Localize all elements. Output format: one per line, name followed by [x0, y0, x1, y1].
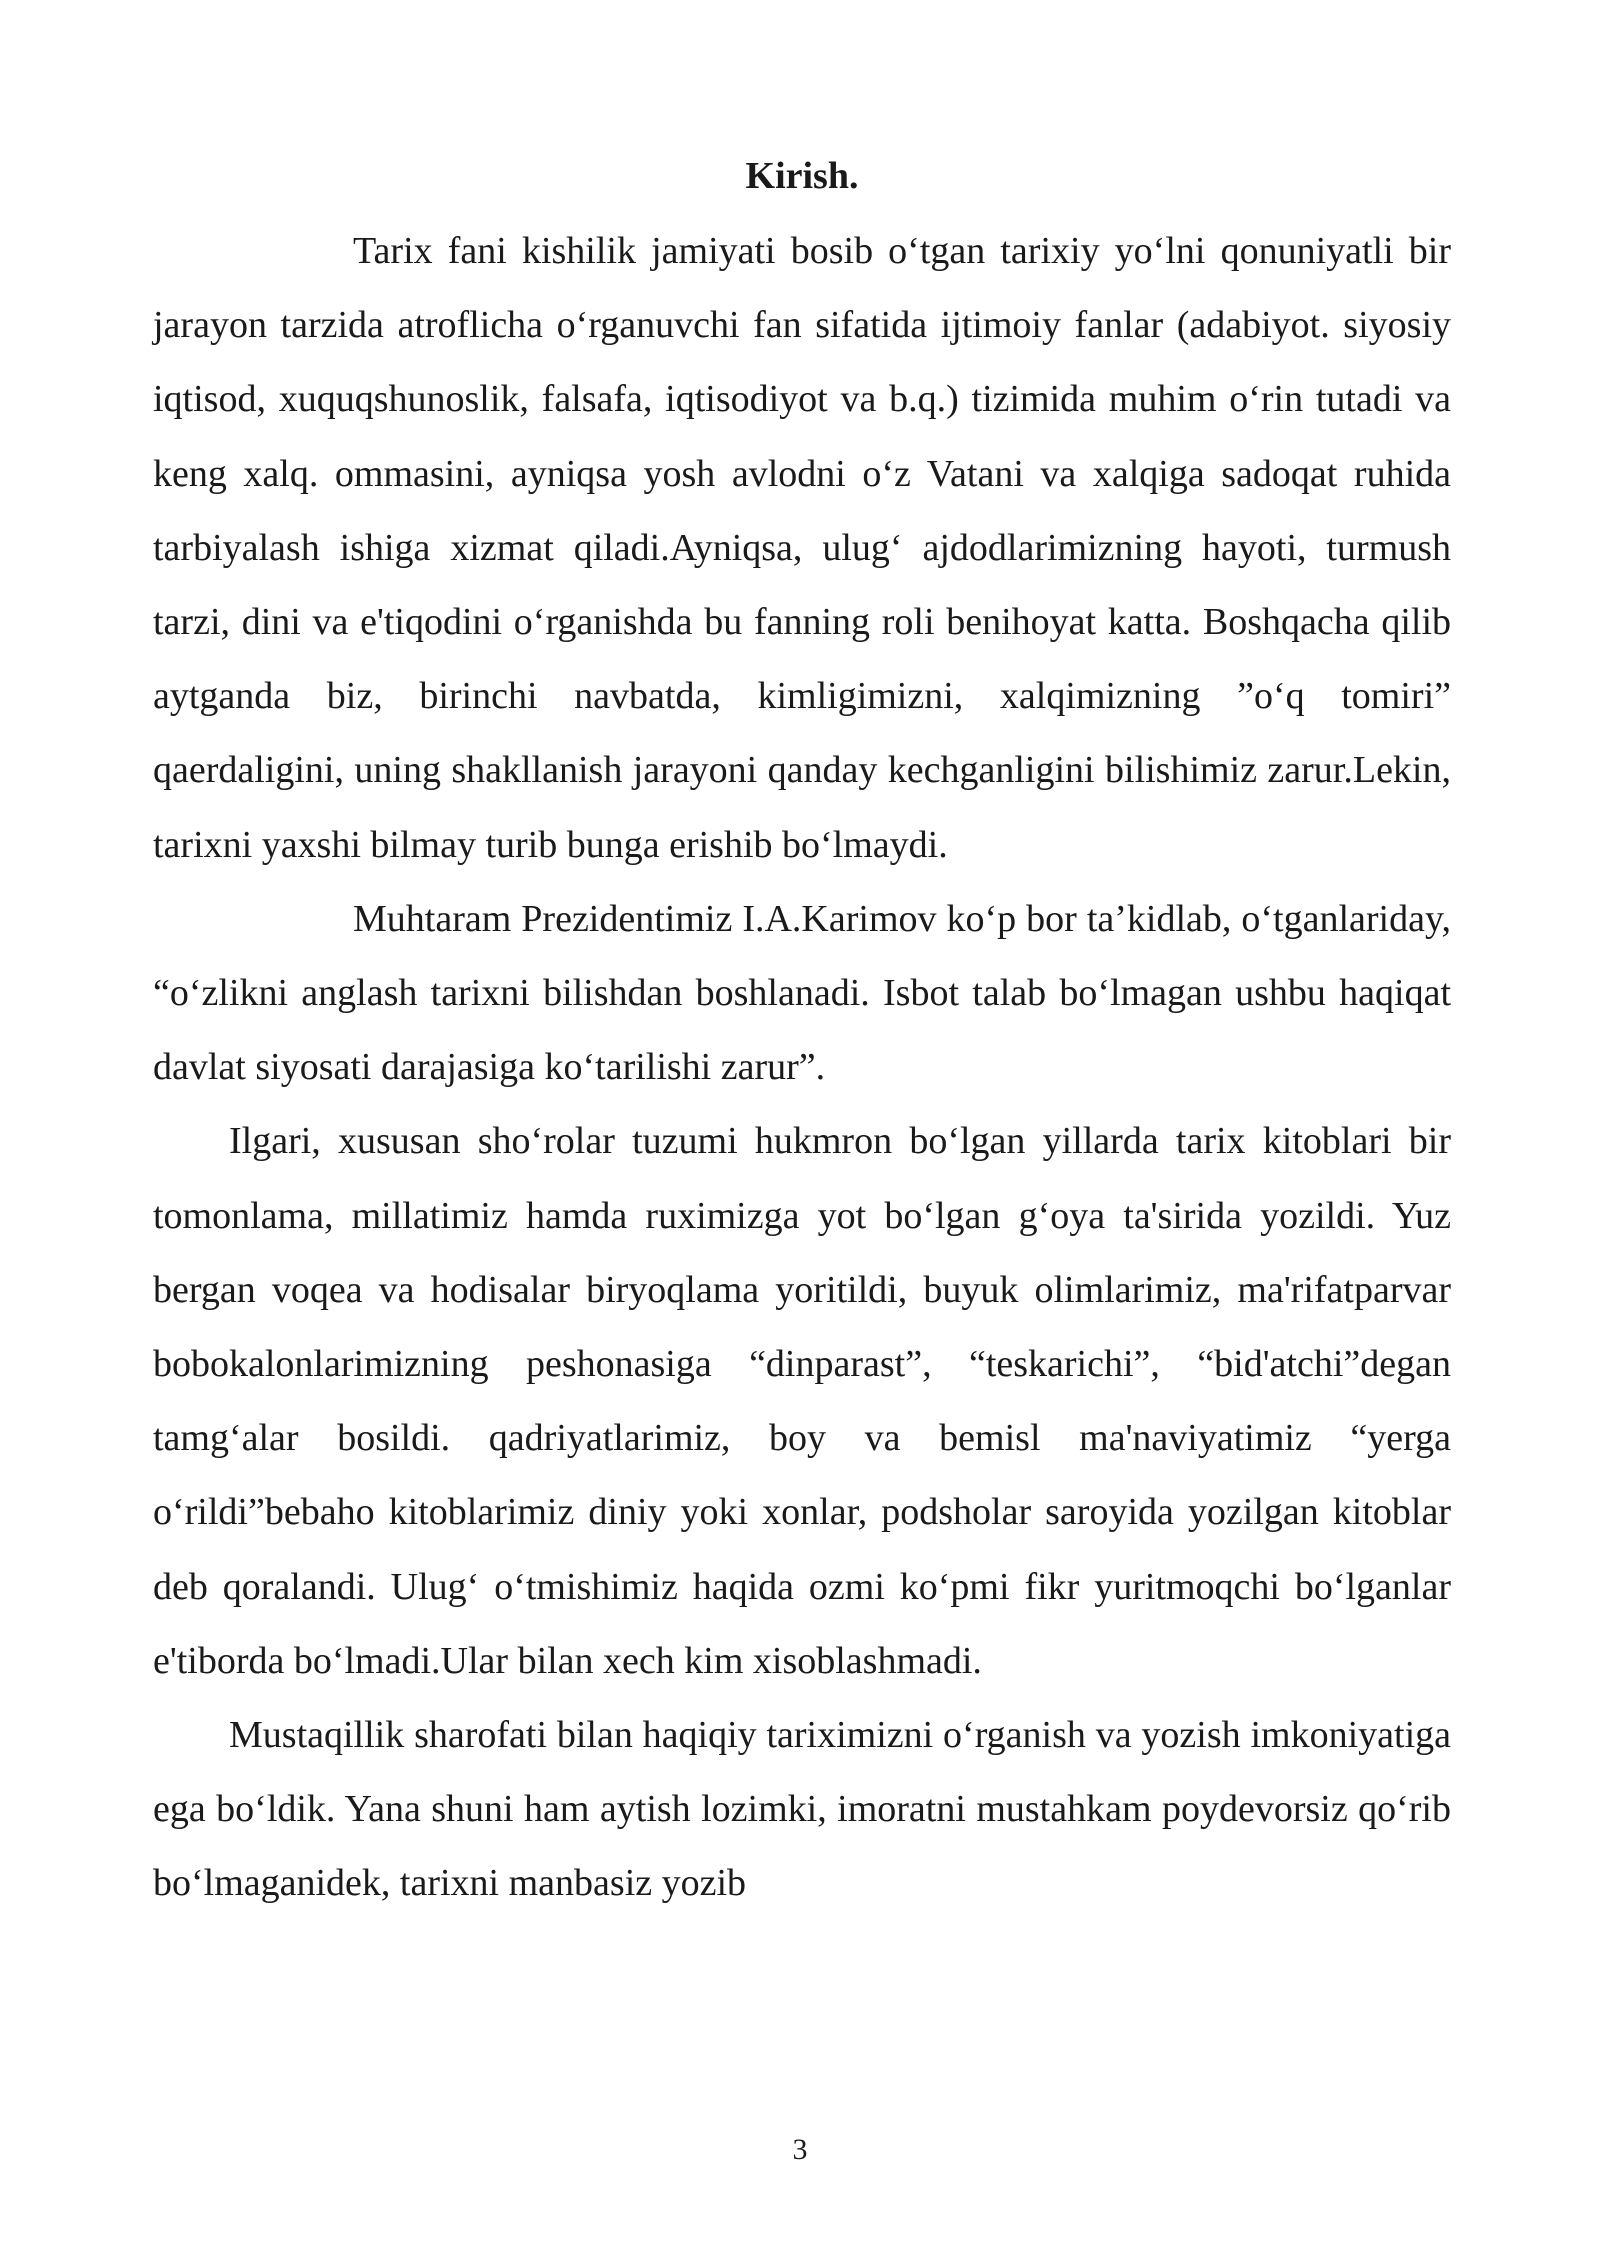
- paragraph-soviet-era: Ilgari, xususan sho‘rolar tuzumi hukmron bo‘lgan yillarda tarix kitoblari bir tomonlama, millatimiz hamda ruximizga yot bo‘lgan g‘oya ta'sirida yozildi. Yuz bergan voqea va hodisalar biryoqlama yoritildi, buyuk olimlarimiz, ma'rifatparvar bobokalonlarimizning peshonasiga “dinparast”, “teskarichi”, “bid'atchi”degan tamg‘alar bosildi. qadriyatlarimiz, boy va bemisl ma'naviyatimiz “yerga o‘rildi”bebaho kitoblarimiz diniy yoki xonlar, podsholar saroyida yozilgan kitoblar deb qoralandi. Ulug‘ o‘tmishimiz haqida ozmi ko‘pmi fikr yuritmoqchi bo‘lganlar e'tiborda bo‘lmadi.Ular bilan xech kim xisoblashmadi.: [153, 1120, 1451, 1682]
- paragraph-president-quote: Muhtaram Prezidentimiz I.A.Karimov ko‘p bor ta’kidlab, o‘tganlariday, “o‘zlikni anglash tarixni bilishdan boshlanadi. Isbot talab bo‘lmagan ushbu haqiqat davlat siyosati darajasiga ko‘tarilishi zarur”.: [153, 897, 1451, 1089]
- page-content: [153, 142, 1451, 1921]
- paragraph-history-discipline: Tarix fani kishilik jamiyati bosib o‘tgan tarixiy yo‘lni qonuniyatli bir jarayon tarzida atroflicha o‘rganuvchi fan sifatida ijtimoiy fanlar (adabiyot. siyosiy iqtisod, xuquqshunoslik, falsafa, iqtisodiyot va b.q.) tizimida muhim o‘rin tutadi va keng xalq. ommasini, ayniqsa yosh avlodni o‘z Vatani va xalqiga sadoqat ruhida tarbiyalash ishiga xizmat qiladi.Ayniqsa, ulug‘ ajdodlarimizning hayoti, turmush tarzi, dini va e'tiqodini o‘rganishda bu fanning roli benihoyat katta. Boshqacha qilib aytganda biz, birinchi navbatda, kimligimizni, xalqimizning ”o‘q tomiri” qaerdaligini, uning shakllanish jarayoni qanday kechganligini bilishimiz zarur.Lekin, tarixni yaxshi bilmay turib bunga erishib bo‘lmaydi.: [153, 230, 1451, 866]
- page-number: 3: [792, 2133, 808, 2166]
- section-title: Kirish.: [745, 155, 859, 197]
- paragraph-independence: Mustaqillik sharofati bilan haqiqiy tariximizni o‘rganish va yozish imkoniyatiga ega bo‘ldik. Yana shuni ham aytish lozimki, imoratni mustahkam poydevorsiz qo‘rib bo‘lmaganidek, tarixni manbasiz yozib: [153, 1714, 1451, 1905]
